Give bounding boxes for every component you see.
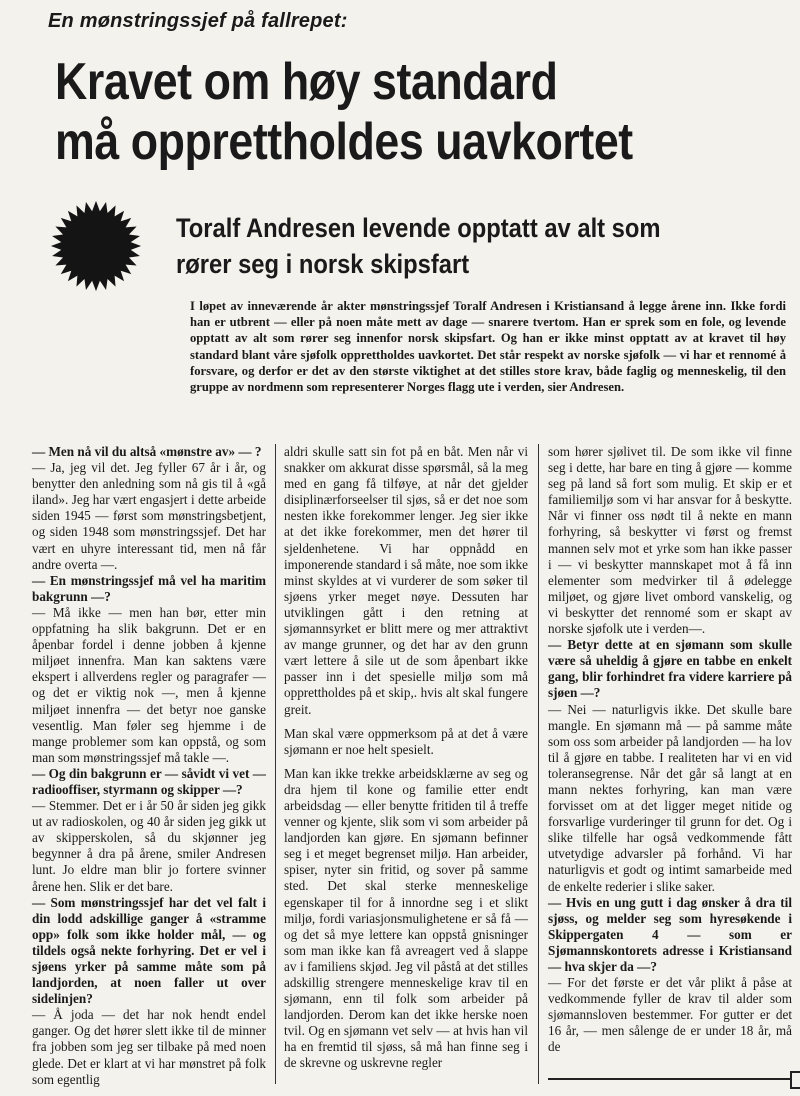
subhead xyxy=(176,210,661,282)
paragraph-gap xyxy=(284,718,528,726)
headline xyxy=(55,52,691,172)
column-divider xyxy=(538,444,539,1084)
interview-answer: Man skal være oppmerksom på at det å være sjømann er noe helt spesielt. xyxy=(284,725,528,757)
end-rule xyxy=(548,1078,792,1080)
interview-question: — Hvis en ung gutt i dag ønsker å dra til sjøss, og melder seg som hyresøkende i Skippergaten 4 — som er Sjømannskontorets adresse i Kristiansand — hva skjer da —? xyxy=(548,894,792,974)
subhead-line-2: rører seg i norsk skipsfart xyxy=(176,249,470,279)
article-column-1 xyxy=(32,444,266,1088)
subhead-line-1: Toralf Andresen levende opptatt av alt som xyxy=(176,213,661,243)
end-mark xyxy=(790,1071,800,1089)
interview-question: — Og din bakgrunn er — såvidt vi vet — radiooffiser, styrmann og skipper —? xyxy=(32,765,266,797)
headline-line-2: må opprettholdes uavkortet xyxy=(55,113,633,171)
interview-question: — Men nå vil du altså «mønstre av» — ? xyxy=(32,444,262,459)
interview-question: — En mønstringssjef må vel ha maritim bakgrunn —? xyxy=(32,572,266,604)
interview-answer: aldri skulle satt sin fot på en båt. Men når vi snakker om akkurat disse spørsmål, så la meg med en gang få tilføye, at når det gjelder disiplinærforseelser til sjøs, så er det noe som nesten ikke forekommer lenger. Jeg sier ikke at det ikke forekommer, men det hører til sjeldenhetene. Vi har oppnådd en imponerende standard i så måte, noe som ikke minst skyldes at vi vurderer de som søker til sjøens yrker meget nøye. Dessuten har utviklingen gått i den retning at sjømannsyrket er blitt mere og mer attraktivt av mange grunner, og det har av den grunn vært lettere å sile ut de som åpenbart ikke passer inn i det spesielle miljø som må opprettholdes på et skip,. hvis alt skal fungere greit. xyxy=(284,444,528,717)
interview-answer: — Må ikke — men han bør, etter min oppfatning ha slik bakgrunn. Det er en åpenbar fordel i denne jobben å kjenne miljøet innenfra. Man kan saktens være ekspert i allverdens regler og paragrafer — og det er viktig nok —, men å kjenne miljøet innenfra — det betyr noe ganske vesentlig. Man føler seg hjemme i de mange problemer som kan oppstå, og som man som mønstringssjef må takle —. xyxy=(32,604,266,765)
interview-answer: — Ja, jeg vil det. Jeg fyller 67 år i år, og benytter den anledning som nå gis til å «gå iland». Jeg har vært engasjert i dette arbeide siden 1945 — først som mønstringsbetjent, og siden 1948 som mønstringssjef. Det har vært en uhyre interessant tid, men nå får andre overta —. xyxy=(32,460,266,572)
interview-answer: som hører sjølivet til. De som ikke vil finne seg i dette, har bare en ting å gjøre — komme seg på land så fort som mulig. Et skip er et familiemiljø som vi har ansvar for å beskytte. Når vi finner oss nødt til å nekte en mann forhyring, så beskytter vi først og fremst mannen selv mot et yrke som han ikke passer i — vi beskytter mannskapet mot å få inn elementer som medvirker til å ødelegge miljøet, og gjøre livet ombord vanskelig, og vi beskytter det rennomé som er skapt av norske sjøfolk ute i verden—. xyxy=(548,444,792,637)
paragraph-gap xyxy=(284,758,528,766)
interview-answer: — Nei — naturligvis ikke. Det skulle bare mangle. En sjømann må — på samme måte som oss som arbeider på landjorden — ha lov til å gjøre en tabbe. I realiteten har vi en vid toleransegrense. Når det går så langt at en mann nektes forhyring, kan man være forvisset om at det ligger meget nitide og forsvarlige vurderinger til grunn for det. Og i slike tilfelle har også vedkommende fått utvetydige advarsler på forhånd. Vi har naturligvis et godt og intimt samarbeide med de enkelte rederier i slike saker. xyxy=(548,701,792,894)
headline-line-1: Kravet om høy standard xyxy=(55,53,558,111)
interview-answer: Man kan ikke trekke arbeidsklærne av seg og dra hjem til kone og familie etter endt arbeidsdag — eller benytte fritiden til å treffe venner og kjente, slik som vi som arbeider på landjorden kan gjøre. En sjømann befinner seg i et meget begrenset miljø. Han arbeider, spiser, nyter sin fritid, og sover på samme sted. Det skal sterke menneskelige egenskaper til for å innordne seg i et slikt miljø, fordi variasjonsmulighetene er så få — og det så mye lettere kan oppstå gnisninger som man ikke kan få avreagert ved å slappe av i familiens skjød. Jeg vil påstå at det stilles adskillig strengere menneskelige krav til en sjømann, enn til folk som arbeider på landjorden. Derom kan det ikke herske noen tvil. Og en sjømann vet selv — at hvis han vil ha en fremtid til sjøss, så må han finne seg i de skrevne og uskrevne regler xyxy=(284,765,528,1071)
interview-answer: — For det første er det vår plikt å påse at vedkommende fyller de krav til alder som sjømannsloven bestemmer. For gutter er det 16 år, — men sålenge de er under 18 år, må de xyxy=(548,975,792,1055)
column-divider xyxy=(275,444,276,1084)
starburst-icon xyxy=(50,200,142,292)
kicker: En mønstringssjef på fallrepet: xyxy=(48,10,348,32)
interview-question: — Som mønstringssjef har det vel falt i din lodd adskillige ganger å «stramme opp» folk som ikke holder mål, — og tildels også nekte forhyring. Det er vel i sjøens yrker på samme måte som på landjorden, at noen faller ut over sidelinjen? xyxy=(32,894,266,1007)
lead-paragraph: I løpet av inneværende år akter mønstringssjef Toralf Andresen i Kristiansand å legge årene inn. Ikke fordi han er utbrent — eller på noen måte mett av dage — snarere tvertom. Han er sprek som en fole, og levende opptatt av alt som rører seg innenfor norsk skipsfart. Og han er ikke minst opptatt av at kravet til høy standard blant våre sjøfolk opprettholdes uavkortet. Det står respekt av norske sjøfolk — vi har et rennomé å forsvare, og derfor er det av den største viktighet at det stilles store krav, både faglig og menneskelig, til den gruppe av nordmenn som representerer Norges flagg ute i verden, sier Andresen. xyxy=(190,299,786,395)
interview-answer: — Stemmer. Det er i år 50 år siden jeg gikk ut av radioskolen, og 40 år siden jeg gikk ut av skipperskolen, så du skjønner jeg begynner å dra på årene, smiler Andresen lunt. Jo eldre man blir jo fortere svinner årene hen. Slik er det bare. xyxy=(32,798,266,894)
article-column-3 xyxy=(548,444,792,1056)
interview-question: — Betyr dette at en sjømann som skulle være så uheldig å gjøre en tabbe en enkelt gang, blir forhindret fra videre karriere på sjøen —? xyxy=(548,637,792,701)
interview-answer: — Å joda — det har nok hendt endel ganger. Og det hører slett ikke til de minner fra jobben som jeg ser tilbake på med noen glede. Det er klart at vi har mønstret på folk som egentlig xyxy=(32,1007,266,1087)
article-column-2 xyxy=(284,444,528,1072)
